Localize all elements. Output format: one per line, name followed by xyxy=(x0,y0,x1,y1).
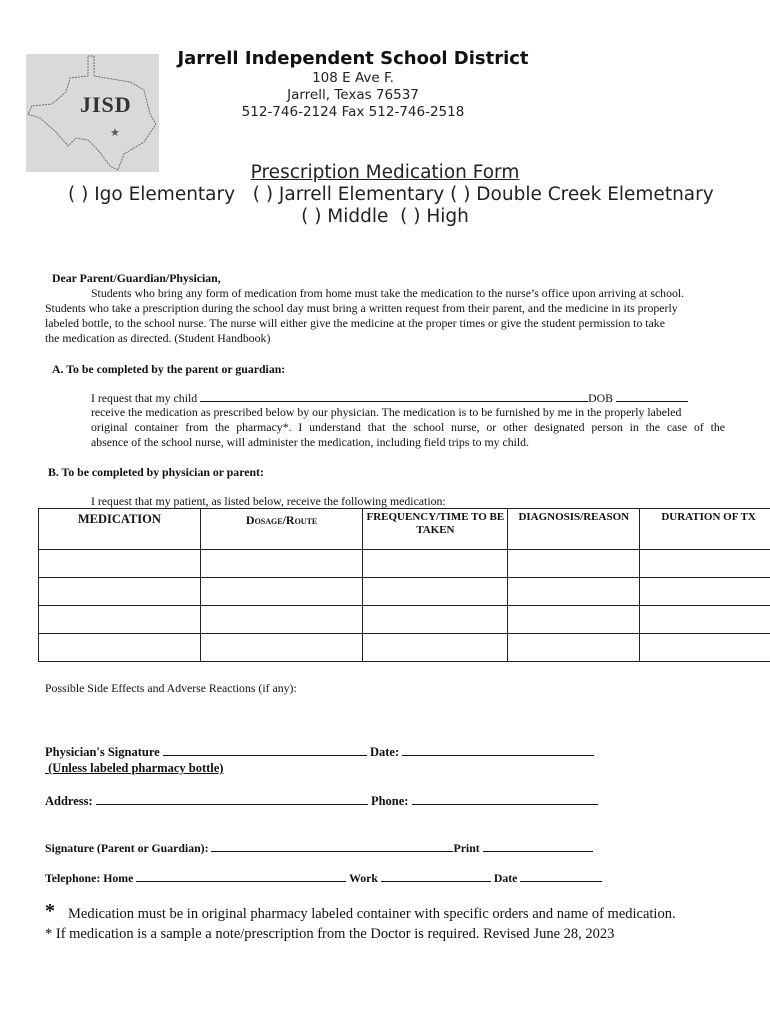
svg-text:★: ★ xyxy=(110,126,120,139)
diagnosis-cell[interactable] xyxy=(508,634,640,662)
parent-signature-field[interactable] xyxy=(211,840,453,852)
section-a-line-3: original container from the pharmacy*. I understand that the school nurse, or other designated person in the case of the xyxy=(91,420,725,434)
address-field[interactable] xyxy=(96,793,368,805)
frequency-cell[interactable] xyxy=(363,578,508,606)
home-phone-label: Telephone: Home xyxy=(45,871,134,885)
duration-cell[interactable] xyxy=(640,578,770,606)
diagnosis-cell[interactable] xyxy=(508,578,640,606)
dosage-cell[interactable] xyxy=(200,550,363,578)
col-dosage-route: Dosage/Route xyxy=(200,509,363,550)
intro-line-2: Students who take a prescription during the school day must bring a written request from their parent, and the medicine in its properly xyxy=(45,301,678,315)
medication-cell[interactable] xyxy=(39,634,201,662)
footnote-2: * If medication is a sample a note/prescription from the Doctor is required. Revised June 28, 2023 xyxy=(45,926,615,942)
section-a-line-2: receive the medication as prescribed below by our physician. The medication is to be furnished by me in the properly labeled xyxy=(91,405,682,419)
address-row xyxy=(45,793,598,809)
phone-fax-line: 512-746-2124 Fax 512-746-2518 xyxy=(241,104,465,120)
col-frequency: FREQUENCY/TIME TO BE TAKEN xyxy=(363,509,508,550)
table-header-row xyxy=(39,509,770,550)
section-a-heading: A. To be completed by the parent or guardian: xyxy=(52,362,286,376)
address-label: Address: xyxy=(45,794,93,808)
side-effects-label: Possible Side Effects and Adverse Reactions (if any): xyxy=(45,681,297,695)
physician-date-label: Date: xyxy=(369,745,400,759)
physician-signature-field[interactable] xyxy=(163,744,367,756)
diagnosis-cell[interactable] xyxy=(508,550,640,578)
table-row xyxy=(39,578,770,606)
dosage-cell[interactable] xyxy=(200,634,363,662)
school-options-line-1[interactable]: ( ) Igo Elementary ( ) Jarrell Elementary ( ) Double Creek Elemetnary xyxy=(68,184,714,205)
frequency-cell[interactable] xyxy=(363,634,508,662)
section-b-heading: B. To be completed by physician or parent: xyxy=(48,465,264,479)
date2-field[interactable] xyxy=(520,870,602,882)
date2-label: Date xyxy=(493,871,518,885)
section-a-line-4: absence of the school nurse, will administer the medication, including field trips to my child. xyxy=(91,435,530,449)
table-row xyxy=(39,634,770,662)
print-label: Print xyxy=(453,841,480,855)
col-medication: MEDICATION xyxy=(39,509,201,550)
work-phone-field[interactable] xyxy=(381,870,491,882)
child-name-field[interactable] xyxy=(200,390,588,402)
print-name-field[interactable] xyxy=(483,840,593,852)
intro-line-1: Students who bring any form of medication from home must take the medication to the nurse’s office upon arriving at school. xyxy=(91,286,685,300)
phone-label: Phone: xyxy=(370,794,409,808)
child-request-label: I request that my child xyxy=(91,391,198,405)
telephone-row xyxy=(45,870,602,886)
col-diagnosis: DIAGNOSIS/REASON xyxy=(508,509,640,550)
school-options-line-2[interactable]: ( ) Middle ( ) High xyxy=(301,206,469,227)
unless-labeled-note: (Unless labeled pharmacy bottle) xyxy=(45,761,224,775)
dosage-cell[interactable] xyxy=(200,578,363,606)
frequency-cell[interactable] xyxy=(363,606,508,634)
medication-cell[interactable] xyxy=(39,606,201,634)
salutation: Dear Parent/Guardian/Physician, xyxy=(52,271,221,285)
home-phone-field[interactable] xyxy=(136,870,346,882)
parent-signature-row xyxy=(45,840,593,856)
footnote-star: * xyxy=(45,900,55,922)
section-b-intro: I request that my patient, as listed below, receive the following medication: xyxy=(91,494,446,508)
intro-line-3: labeled bottle, to the school nurse. The nurse will either give the medicine at the proper times or give the student permission to take xyxy=(45,316,665,330)
table-row xyxy=(39,606,770,634)
dob-label: DOB xyxy=(588,391,614,405)
child-request-line xyxy=(91,390,726,406)
phone-field[interactable] xyxy=(412,793,598,805)
table-row xyxy=(39,550,770,578)
duration-cell[interactable] xyxy=(640,606,770,634)
address-line-1: 108 E Ave F. xyxy=(312,70,394,86)
medication-cell[interactable] xyxy=(39,578,201,606)
parent-signature-label: Signature (Parent or Guardian): xyxy=(45,841,209,855)
dob-field[interactable] xyxy=(616,390,688,402)
intro-line-4: the medication as directed. (Student Handbook) xyxy=(45,331,271,345)
footnote-1: Medication must be in original pharmacy labeled container with specific orders and name of medication. xyxy=(68,906,676,922)
duration-cell[interactable] xyxy=(640,550,770,578)
form-title: Prescription Medication Form xyxy=(250,162,520,183)
physician-signature-label: Physician's Signature xyxy=(45,745,160,759)
medication-table xyxy=(38,508,770,662)
work-phone-label: Work xyxy=(349,871,378,885)
district-name: Jarrell Independent School District xyxy=(177,48,529,69)
col-duration: DURATION OF TX xyxy=(640,509,770,550)
duration-cell[interactable] xyxy=(640,634,770,662)
medication-cell[interactable] xyxy=(39,550,201,578)
address-line-2: Jarrell, Texas 76537 xyxy=(287,87,419,103)
diagnosis-cell[interactable] xyxy=(508,606,640,634)
logo-text: JISD xyxy=(80,92,132,117)
physician-date-field[interactable] xyxy=(402,744,594,756)
dosage-cell[interactable] xyxy=(200,606,363,634)
physician-signature-row xyxy=(45,744,594,760)
frequency-cell[interactable] xyxy=(363,550,508,578)
